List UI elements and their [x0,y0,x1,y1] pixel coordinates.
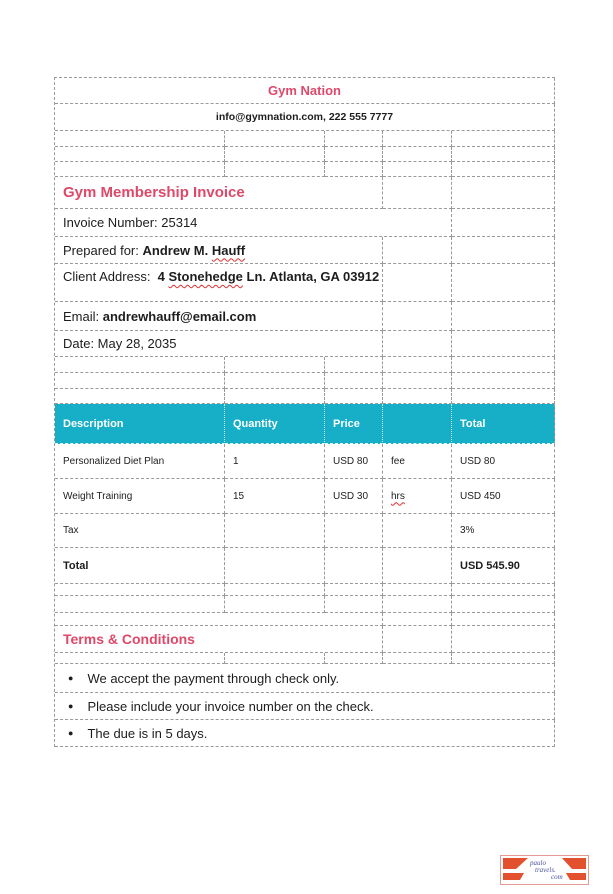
logo-text-line2: travels. [535,866,556,874]
terms-item [55,664,555,693]
terms-item [55,693,555,720]
client-address [55,264,383,302]
terms-heading: Terms & Conditions [55,626,383,653]
grid-cell [55,653,225,664]
grid-cell [325,514,383,548]
item-price: USD 80 [325,444,383,479]
prepared-for-label: Prepared for: [63,242,143,258]
grid-cell [452,209,555,237]
client-name-misspelled: Hauff [211,242,246,258]
client-name: Andrew M. [142,242,212,258]
grid-cell [452,264,555,302]
grid-cell [452,389,555,404]
column-header-unit [383,404,452,444]
client-address-row [55,264,555,302]
terms-item-row [55,720,555,747]
grid-cell [383,389,452,404]
grid-cell [452,653,555,664]
invoice-number-row [55,209,555,237]
prepared-for [55,237,383,264]
item-total: USD 450 [452,479,555,514]
grid-cell [383,302,452,331]
grid-cell [325,584,383,596]
grid-cell [55,162,225,177]
grid-cell [225,514,325,548]
column-header-price: Price [325,404,383,444]
grid-cell [383,331,452,357]
grand-total-value: USD 545.90 [452,548,555,584]
grid-cell [55,613,383,626]
prepared-for-row [55,237,555,264]
bullet-icon: ● [68,701,74,711]
invoice-title: Gym Membership Invoice [55,177,383,209]
empty-row [55,653,555,664]
table-row [55,479,555,514]
empty-row [55,131,555,147]
grid-cell [383,514,452,548]
grid-cell [55,584,225,596]
grid-cell [325,548,383,584]
grid-cell [225,653,325,664]
tax-value: 3% [452,514,555,548]
grid-cell [383,584,452,596]
empty-row [55,147,555,162]
address-label: Client Address: [63,269,158,284]
grid-cell [325,653,383,664]
empty-row [55,613,555,626]
grid-cell [383,548,452,584]
email-value: andrewhauff@email.com [102,308,257,324]
grid-cell [55,147,225,162]
table-row-tax [55,514,555,548]
empty-row [55,373,555,389]
grid-cell [55,357,225,373]
grid-cell [452,373,555,389]
grid-cell [452,237,555,264]
grid-cell [452,584,555,596]
grid-cell [55,131,225,147]
grid-cell [325,147,383,162]
grid-cell [383,131,452,147]
grid-cell [55,373,225,389]
grid-cell [55,389,225,404]
item-quantity: 1 [225,444,325,479]
grid-cell [452,177,555,209]
grid-cell [452,331,555,357]
grid-cell [325,131,383,147]
grid-cell [325,162,383,177]
invoice-sheet [54,77,555,747]
terms-heading-row [55,626,555,653]
terms-item-text: We accept the payment through check only. [87,670,340,686]
item-quantity: 15 [225,479,325,514]
grid-cell [225,162,325,177]
brand-name: Gym Nation [55,78,555,104]
grid-cell [383,626,452,653]
grid-cell [383,373,452,389]
table-row-total [55,548,555,584]
grid-cell [383,237,452,264]
contact-line: info@gymnation.com, 222 555 7777 [55,104,555,131]
grid-cell [383,653,452,664]
date-row [55,331,555,357]
email-row [55,302,555,331]
grid-cell [225,548,325,584]
grid-cell [383,357,452,373]
email-label: Email: [63,308,103,324]
grid-cell [225,596,325,613]
grid-cell [225,373,325,389]
tax-label: Tax [55,514,225,548]
table-row [55,444,555,479]
item-description: Weight Training [55,479,225,514]
invoice-heading-row [55,177,555,209]
grid-cell [225,584,325,596]
grid-cell [383,596,452,613]
terms-item-row [55,693,555,720]
grid-cell [452,302,555,331]
logo-text-line1: paulo [530,859,546,867]
grid-cell [325,596,383,613]
grid-cell [452,162,555,177]
terms-item-text: The due is in 5 days. [87,725,208,741]
grid-cell [325,373,383,389]
invoice-number: Invoice Number: 25314 [55,209,452,237]
brand-title-row [55,78,555,104]
address-value-start: 4 [157,269,169,284]
terms-item [55,720,555,747]
grid-cell [225,131,325,147]
client-email [55,302,383,331]
vendor-logo-graphic [500,855,589,885]
grid-cell [225,389,325,404]
grid-cell [383,264,452,302]
grid-cell [55,596,225,613]
empty-row [55,357,555,373]
invoice-date: Date: May 28, 2035 [55,331,383,357]
item-unit-misspelled: hrs [391,490,405,502]
grid-cell [325,389,383,404]
item-price: USD 30 [325,479,383,514]
empty-row [55,584,555,596]
terms-item-row [55,664,555,693]
column-header-total: Total [452,404,555,444]
vendor-logo [500,855,589,885]
grid-cell [452,596,555,613]
item-total: USD 80 [452,444,555,479]
column-header-description: Description [55,404,225,444]
bullet-icon: ● [68,673,74,683]
grid-cell [452,147,555,162]
grid-cell [452,626,555,653]
empty-row [55,389,555,404]
items-table-header [55,404,555,444]
grid-cell [452,357,555,373]
grid-cell [452,613,555,626]
empty-row [55,162,555,177]
contact-row [55,104,555,131]
grid-cell [325,357,383,373]
grid-cell [452,131,555,147]
bullet-icon: ● [68,728,74,738]
address-misspelled: Stonehedge [168,269,243,284]
grid-cell [383,162,452,177]
logo-text-line3: com [551,873,563,881]
grid-cell [225,357,325,373]
item-description: Personalized Diet Plan [55,444,225,479]
grid-cell [383,147,452,162]
grid-cell [383,177,452,209]
column-header-quantity: Quantity [225,404,325,444]
item-unit: fee [383,444,452,479]
item-unit [383,479,452,514]
grid-cell [383,613,452,626]
terms-item-text: Please include your invoice number on the check. [87,698,374,714]
empty-row [55,596,555,613]
address-value-end: Ln. Atlanta, GA 03912 [242,269,380,284]
grid-cell [225,147,325,162]
total-label: Total [55,548,225,584]
